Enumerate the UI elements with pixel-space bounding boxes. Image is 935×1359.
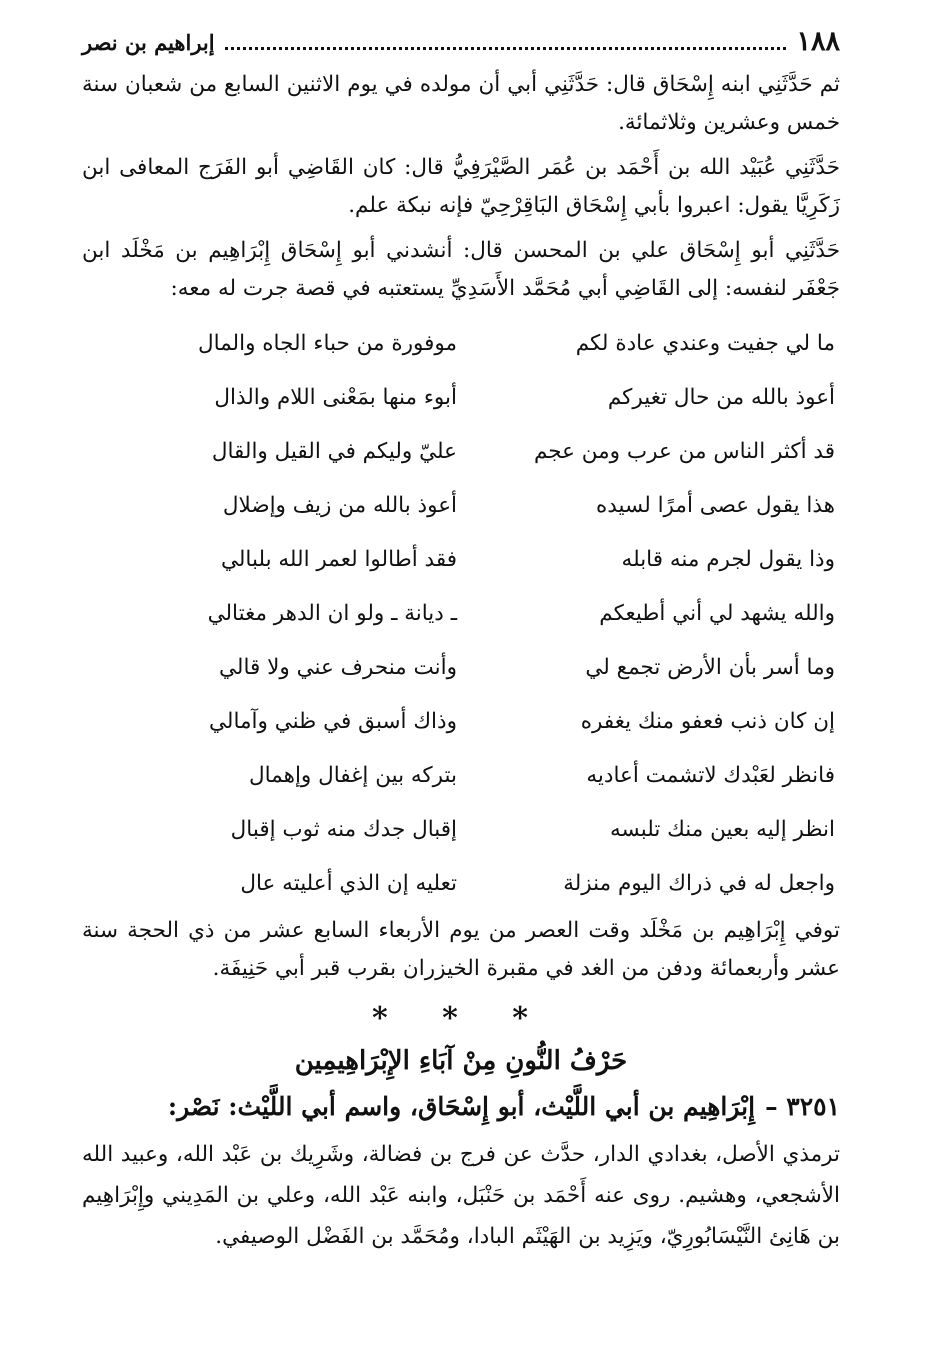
poem-verse <box>82 532 840 586</box>
verse-first-hemistich: انظر إليه بعين منك تلبسه <box>610 816 835 842</box>
verse-second-hemistich: تعليه إن الذي أعليته عال <box>240 870 457 896</box>
poem-verse <box>82 856 840 910</box>
verse-first-hemistich: إن كان ذنب فعفو منك يغفره <box>580 708 835 734</box>
entry-number: ٣٢٥١ – <box>765 1092 840 1121</box>
verse-first-hemistich: والله يشهد لي أني أطيعكم <box>599 600 835 626</box>
book-page <box>82 26 840 1257</box>
verse-first-hemistich: ما لي جفيت وعندي عادة لكم <box>575 330 835 356</box>
running-title: إبراهيم بن نصر <box>82 30 215 55</box>
poem-verse <box>82 424 840 478</box>
paragraph-qadi-saying: حَدَّثَنِي عُبَيْد الله بن أَحْمَد بن عُمَر الصَّيْرَفِيُّ قال: كان القَاضِي أبو الفَرَج المعافى ابن زَكَرِيَّا يقول: اعبروا بأبي إِسْحَاق البَاقِرْحِيّ فإنه نبكة علم. <box>82 155 840 218</box>
paragraph-poem-intro: حَدَّثَنِي أبو إِسْحَاق علي بن المحسن قال: أنشدني أبو إِسْحَاق إِبْرَاهِيم بن مَخْلَد ابن جَعْفَر لنفسه: إلى القَاضِي أبي مُحَمَّد الأَسَدِيِّ يستعتبه في قصة جرت له معه: <box>82 238 840 301</box>
poem-verse <box>82 370 840 424</box>
verse-second-hemistich: أعوذ بالله من زيف وإضلال <box>222 492 457 518</box>
poem-verse <box>82 586 840 640</box>
verse-first-hemistich: وذا يقول لجرم منه قابله <box>621 546 835 572</box>
verse-second-hemistich: عليّ وليكم في القيل والقال <box>211 438 457 464</box>
verse-first-hemistich: هذا يقول عصى أمرًا لسيده <box>595 492 835 518</box>
poem-verse <box>82 478 840 532</box>
verse-second-hemistich: وأنت منحرف عني ولا قالي <box>218 654 457 680</box>
poem-verse <box>82 802 840 856</box>
poem-verse <box>82 316 840 370</box>
verse-second-hemistich: وذاك أسبق في ظني وآمالي <box>208 708 457 734</box>
verse-second-hemistich: بتركه بين إغفال وإهمال <box>249 762 457 788</box>
entry-title: إِبْرَاهِيم بن أبي اللَّيْث، أبو إِسْحَاق، واسم أبي اللَّيْث: نَصْر: <box>167 1092 756 1121</box>
verse-first-hemistich: قد أكثر الناس من عرب ومن عجم <box>533 438 835 464</box>
page-number: ١٨٨ <box>796 26 840 57</box>
entry-body: ترمذي الأصل، بغدادي الدار، حدَّث عن فرج بن فضالة، وشَرِيك بن عَبْد الله، وعبيد الله الأشجعي، وهشيم. روى عنه أَحْمَد بن حَنْبَل، وابنه عَبْد الله، وعلي بن المَدِيني وإِبْرَاهِيم بن هَانِئ النَّيْسَابُورِيّ، ويَزِيد بن الهَيْثَم البادا، ومُحَمَّد بن الفَضْل الوصيفي. <box>82 1142 840 1249</box>
verse-second-hemistich: أبوء منها بمَعْنى اللام والذال <box>214 384 457 410</box>
verse-second-hemistich: إقبال جدك منه ثوب إقبال <box>230 816 457 842</box>
verse-first-hemistich: أعوذ بالله من حال تغيركم <box>607 384 835 410</box>
page-header <box>82 26 840 66</box>
verse-second-hemistich: ـ ديانة ـ ولو ان الدهر مغتالي <box>207 600 457 626</box>
verse-first-hemistich: واجعل له في ذراك اليوم منزلة <box>563 870 835 896</box>
poem <box>82 316 840 910</box>
paragraph-death-note: توفي إِبْرَاهِيم بن مَخْلَد وقت العصر من يوم الأربعاء السابع عشر من ذي الحجة سنة عشر وأربعمائة ودفن من الغد في مقبرة الخيزران بقرب قبر أبي حَنِيفَة. <box>82 918 840 981</box>
verse-second-hemistich: موفورة من حباء الجاه والمال <box>197 330 457 356</box>
poem-verse <box>82 748 840 802</box>
header-dotted-leader <box>225 47 787 50</box>
entry-heading <box>82 1084 840 1130</box>
paragraph-birth-date: ثم حَدَّثَنِي ابنه إِسْحَاق قال: حَدَّثَنِي أبي أن مولده في يوم الاثنين السابع من شعبان سنة خمس وعشرين وثلاثمائة. <box>82 72 840 135</box>
verse-first-hemistich: وما أسر بأن الأرض تجمع لي <box>585 654 835 680</box>
section-separator: * * * <box>372 1001 550 1036</box>
verse-second-hemistich: فقد أطالوا لعمر الله بلبالي <box>220 546 457 572</box>
verse-first-hemistich: فانظر لعَبْدك لاتشمت أعاديه <box>586 762 835 788</box>
poem-verse <box>82 640 840 694</box>
chapter-heading: حَرْفُ النُّونِ مِنْ آبَاءِ الإِبْرَاهِيمِين <box>294 1046 628 1076</box>
poem-verse <box>82 694 840 748</box>
